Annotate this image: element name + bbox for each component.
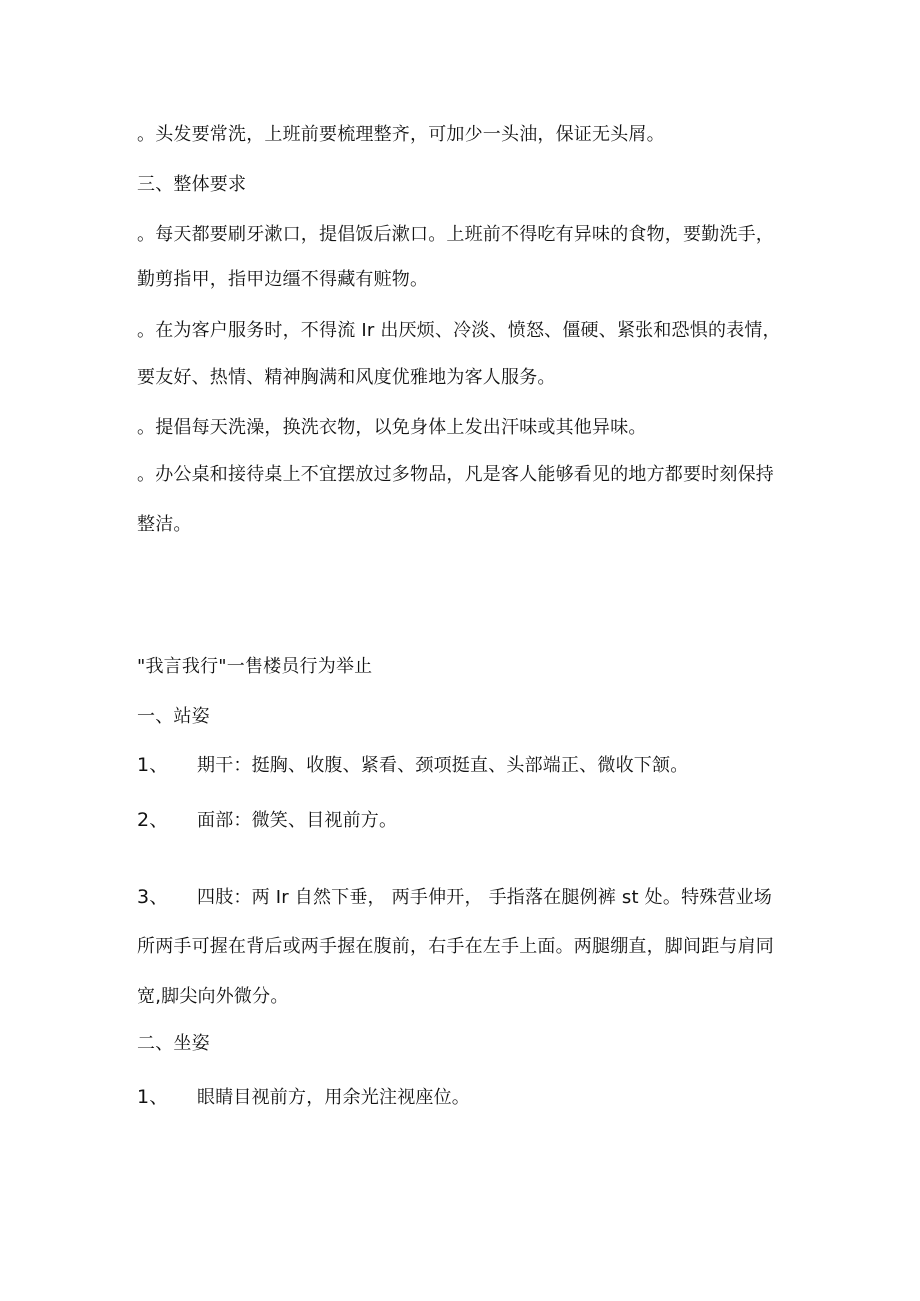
section-title: "我言我行"一售楼员行为举止 bbox=[137, 656, 373, 677]
list-number: 1、 bbox=[137, 754, 169, 776]
list-text: 面部：微笑、目视前方。 bbox=[197, 810, 398, 831]
paragraph-line: 。办公桌和接待桌上不宜摆放过多物品，凡是客人能够看见的地方都要时刻保持 bbox=[137, 464, 774, 485]
list-item bbox=[137, 753, 817, 778]
list-text: 四肢：两 Ir 自然下垂， 两手伸开， 手指落在腿例裤 st 处。特殊营业场 bbox=[197, 887, 773, 908]
list-number: 3、 bbox=[137, 886, 169, 908]
list-item bbox=[137, 1085, 817, 1110]
paragraph-line: 所两手可握在背后或两手握在腹前，右手在左手上面。两腿绷直，脚间距与肩同 bbox=[137, 936, 774, 957]
section-heading-standing: 一、站姿 bbox=[137, 706, 210, 727]
paragraph-line: 宽,脚尖向外微分。 bbox=[137, 986, 289, 1007]
paragraph-line: 。每天都要刷牙漱口，提倡饭后漱口。上班前不得吃有异味的食物，要勤洗手， bbox=[137, 224, 774, 245]
list-text: 期干：挺胸、收腹、紧看、颈项挺直、头部端正、微收下颔。 bbox=[197, 755, 689, 776]
section-heading-overall: 三、整体要求 bbox=[137, 174, 247, 195]
list-item bbox=[137, 808, 817, 833]
paragraph-line: 要友好、热情、精神胸满和风度优雅地为客人服务。 bbox=[137, 367, 556, 388]
hair-requirement: 。头发要常洗，上班前要梳理整齐，可加少一头油，保证无头屑。 bbox=[137, 124, 665, 145]
section-heading-sitting: 二、坐姿 bbox=[137, 1033, 210, 1054]
paragraph-line: 整洁。 bbox=[137, 514, 192, 535]
list-number: 2、 bbox=[137, 809, 169, 831]
paragraph-line: 。在为客户服务时，不得流 Ir 出厌烦、冷淡、愤怒、僵硬、紧张和恐惧的表情， bbox=[137, 320, 781, 341]
list-text: 眼睛目视前方，用余光注视座位。 bbox=[197, 1087, 470, 1108]
list-number: 1、 bbox=[137, 1086, 169, 1108]
list-item bbox=[137, 885, 817, 910]
paragraph-line: 。提倡每天洗澡，换洗衣物，以免身体上发出汗味或其他异味。 bbox=[137, 417, 647, 438]
paragraph-line: 勤剪指甲，指甲边缰不得藏有赃物。 bbox=[137, 269, 429, 290]
